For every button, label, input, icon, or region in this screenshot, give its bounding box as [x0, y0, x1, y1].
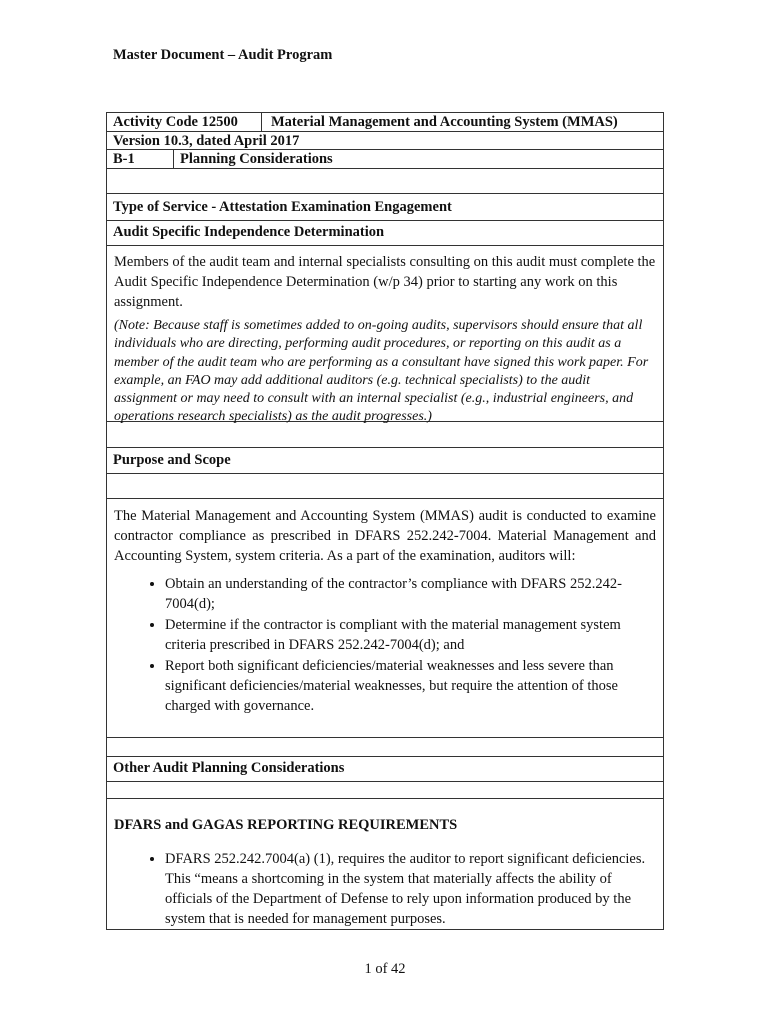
audit-program-table	[106, 112, 664, 930]
reporting-row	[107, 799, 663, 929]
version-row	[107, 132, 663, 150]
activity-title: Material Management and Accounting System (MMAS)	[271, 114, 618, 130]
activity-code: Activity Code 12500	[107, 113, 262, 131]
section-title: Planning Considerations	[180, 151, 333, 167]
other-heading-row	[107, 757, 663, 782]
empty-row	[107, 474, 663, 499]
reporting-text-block	[107, 799, 663, 937]
reporting-bullet-list	[114, 849, 656, 929]
reporting-heading: DFARS and GAGAS REPORTING REQUIREMENTS	[114, 817, 458, 833]
empty-row	[107, 782, 663, 799]
independence-note: (Note: Because staff is sometimes added to on-going audits, supervisors should ensure that all individuals who are directing, performing audit procedures, or reporting on this audit as a member of the audit team who are performing as a consultant have signed this work paper. For example, an FAO may add additional auditors (e.g. technical specialists) to the audit assignment or may need to consult with an internal specialist (e.g., industrial engineers, and operations research specialists) as the audit progresses.)	[114, 318, 649, 425]
version-text: Version 10.3, dated April 2017	[113, 133, 300, 149]
purpose-heading-row	[107, 448, 663, 474]
empty-row	[107, 738, 663, 757]
purpose-bullet: • Obtain an understanding of the contractor’s compliance with DFARS 252.242-7004(d);	[165, 574, 656, 614]
purpose-bullet: • Determine if the contractor is compliant with the material management system criteria prescribed in DFARS 252.242-7004(d); and	[165, 615, 656, 655]
independence-text-block	[107, 246, 663, 434]
purpose-text-block	[107, 499, 663, 724]
independence-heading: Audit Specific Independence Determination	[113, 224, 385, 240]
independence-body: Members of the audit team and internal specialists consulting on this audit must complete the Audit Specific Independence Determination (w/p 34) prior to starting any work on this assignment.	[114, 254, 656, 310]
service-row	[107, 194, 663, 221]
purpose-intro: The Material Management and Accounting System (MMAS) audit is conducted to examine contractor compliance as prescribed in DFARS 252.242-7004. Material Management and Accounting System, system criteria. As a part of the examination, auditors will:	[114, 508, 656, 564]
type-of-service: Type of Service - Attestation Examination Engagement	[113, 199, 452, 215]
other-heading: Other Audit Planning Considerations	[113, 760, 345, 776]
empty-row	[107, 169, 663, 194]
page-number: 1 of 42	[364, 961, 406, 977]
activity-row	[107, 113, 663, 132]
purpose-bullet-list	[114, 574, 656, 716]
document-title: Master Document – Audit Program	[113, 47, 333, 63]
purpose-heading: Purpose and Scope	[113, 452, 231, 468]
purpose-body-row	[107, 499, 663, 738]
section-code: B-1	[107, 150, 174, 168]
reporting-bullet: • DFARS 252.242.7004(a) (1), requires the auditor to report significant deficiencies. This “means a shortcoming in the system that materially affects the ability of officials of the Department of Defense to rely upon information produced by the system that is needed for management purposes.	[165, 849, 656, 929]
section-row	[107, 150, 663, 169]
purpose-bullet: • Report both significant deficiencies/material weaknesses and less severe than significant deficiencies/material weaknesses, but require the attention of those charged with governance.	[165, 656, 656, 716]
independence-heading-row	[107, 221, 663, 246]
independence-body-row	[107, 246, 663, 425]
